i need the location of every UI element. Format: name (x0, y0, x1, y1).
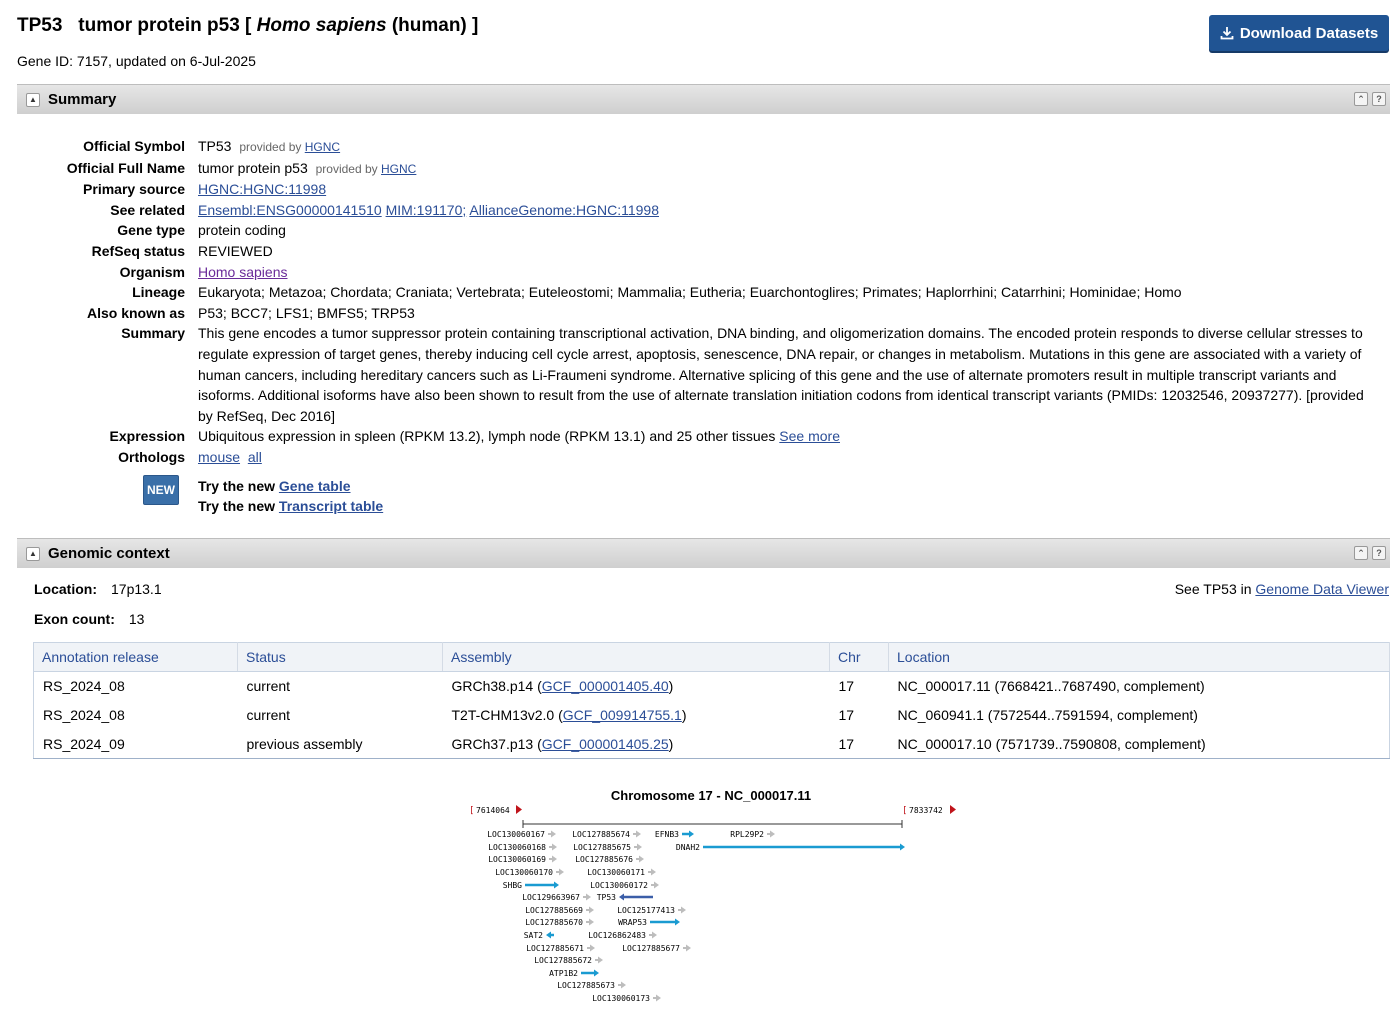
left-marker-icon (516, 805, 522, 814)
assembly-close: ) (668, 735, 674, 752)
gene-label: LOC130060167 (487, 830, 545, 839)
provided-by-text: provided by (315, 161, 378, 176)
also-known-as-value: P53; BCC7; LFS1; BMFS5; TRP53 (198, 304, 415, 321)
release-cell: RS_2024_08 (43, 678, 125, 695)
arrow-right-icon (770, 831, 775, 838)
location-cell: NC_060941.1 (7572544..7591594, complement) (897, 707, 1198, 723)
help-icon[interactable]: ? (1372, 92, 1386, 106)
assembly-link[interactable]: GCF_000001405.25 (541, 735, 669, 752)
gene-label: EFNB3 (654, 830, 679, 839)
gene-label: LOC127885674 (572, 830, 630, 839)
arrow-right-icon (689, 831, 694, 838)
genomic-context-diagram[interactable] (460, 785, 970, 1015)
arrow-right-icon (590, 945, 595, 952)
location-cell: NC_000017.11 (7668421..7687490, complement) (897, 678, 1205, 695)
gene-loc130060167[interactable] (487, 830, 556, 839)
row-label: Lineage (132, 284, 185, 301)
collapse-all-icon[interactable]: ⌃ (1354, 92, 1368, 106)
arrow-right-icon (637, 844, 642, 851)
annotation-table (33, 642, 1390, 759)
gene-loc130060173[interactable] (592, 994, 661, 1003)
genome-data-viewer-link[interactable]: Genome Data Viewer (1255, 581, 1389, 597)
gene-title-tail: (human) ] (391, 15, 479, 36)
exon-count-line (34, 611, 144, 627)
assembly-close: ) (681, 707, 687, 723)
try-prefix: Try the new (198, 498, 276, 515)
row-label: Organism (119, 263, 185, 280)
row-organism (17, 262, 1377, 283)
arrow-right-icon (636, 831, 641, 838)
arrow-left-icon (546, 932, 551, 939)
row-try-transcript-table (17, 496, 1377, 517)
gene-title-main: tumor protein p53 [ (78, 15, 252, 36)
gene-label: SHBG (502, 881, 522, 890)
gene-wrap53[interactable] (618, 918, 680, 927)
right-marker-icon (950, 805, 956, 814)
arrow-right-icon (675, 919, 680, 926)
assembly-name: GRCh38.p14 ( (451, 678, 542, 695)
orthologs-all-link[interactable]: all (247, 448, 262, 465)
collapse-toggle-icon[interactable]: ▲ (26, 547, 40, 561)
row-gene-type (17, 220, 1377, 241)
gene-label: LOC126862483 (588, 931, 646, 940)
row-summary (17, 323, 1377, 426)
gene-loc129663967[interactable] (522, 893, 591, 902)
mim-link[interactable]: MIM:191170; (385, 201, 467, 218)
assembly-cell (443, 701, 830, 730)
row-official-full-name (17, 158, 1377, 180)
row-label: RefSeq status (91, 242, 185, 259)
exon-count-value: 13 (128, 611, 145, 627)
gene-loc130060170[interactable] (495, 868, 564, 877)
summary-text: This gene encodes a tumor suppressor protein containing transcriptional activation, DNA binding, and oligomerization domains. The encoded protein responds to diverse cellular stresses to regulate expression of target genes, thereby inducing cell cycle arrest, apoptosis, senescence, DNA repair, or changes in metabolism. Mutations in this gene are associated with a variety of human cancers, including hereditary cancers such as Li-Fraumeni syndrome. Alternative splicing of this gene and the use of alternate promoters result in multiple transcript variants and isoforms. Additional isoforms have also been shown to result from the use of alternate translation initiation codons from identical transcript variants (PMIDs: 12032546, 20937277). [provided by RefSeq, Dec 2016] (198, 325, 1364, 424)
col-chr[interactable]: Chr (830, 643, 889, 672)
gene-loc125177413[interactable] (617, 906, 686, 915)
location-label: Location: (34, 581, 97, 597)
genome-data-viewer-line (1175, 581, 1389, 597)
gene-label: LOC127885676 (575, 855, 633, 864)
new-badge: NEW (143, 475, 179, 506)
organism-link[interactable]: Homo sapiens (198, 263, 288, 280)
arrow-right-icon (559, 869, 564, 876)
arrow-right-icon (621, 982, 626, 989)
arrow-right-icon (651, 869, 656, 876)
gene-id-line: Gene ID: 7157, updated on 6-Jul-2025 (17, 53, 256, 69)
gene-label: LOC130060172 (590, 881, 648, 890)
gene-label: LOC125177413 (617, 906, 675, 915)
gene-loc127885675[interactable] (573, 843, 642, 852)
row-also-known-as (17, 303, 1377, 324)
arrow-right-icon (552, 844, 557, 851)
gene-loc127885677[interactable] (622, 944, 691, 953)
location-value: 17p13.1 (111, 581, 162, 597)
gene-title-species: Homo sapiens (256, 15, 387, 36)
gene-label: LOC127885677 (622, 944, 680, 953)
arrow-right-icon (598, 957, 603, 964)
col-location[interactable]: Location (889, 643, 1390, 672)
assembly-name: GRCh37.p13 ( (451, 735, 542, 752)
gene-label: LOC129663967 (522, 893, 580, 902)
try-prefix: Try the new (198, 477, 276, 494)
assembly-link[interactable]: GCF_000001405.40 (541, 678, 669, 695)
summary-list (17, 136, 1377, 517)
arrow-right-icon (654, 882, 659, 889)
exon-count-label: Exon count: (34, 611, 115, 627)
gene-loc127885670[interactable] (525, 918, 594, 927)
gene-label: ATP1B2 (549, 969, 578, 978)
page-title (17, 15, 478, 37)
row-expression (17, 426, 1377, 447)
summary-section-title: Summary (48, 91, 117, 108)
gene-loc130060169[interactable] (488, 855, 557, 864)
collapse-toggle-icon[interactable]: ▲ (26, 93, 40, 107)
assembly-name: T2T-CHM13v2.0 ( (451, 707, 563, 723)
gene-label: LOC127885672 (534, 956, 592, 965)
arrow-right-icon (639, 856, 644, 863)
arrow-right-icon (552, 856, 557, 863)
arrow-right-icon (681, 907, 686, 914)
diagram-svg (460, 785, 970, 1015)
gene-atp1b2[interactable] (549, 969, 599, 978)
release-cell: RS_2024_08 (43, 707, 125, 723)
gene-label: LOC130060170 (495, 868, 553, 877)
chr-cell: 17 (830, 730, 889, 759)
row-label: Expression (109, 428, 185, 445)
row-see-related (17, 200, 1377, 221)
right-bracket: [ (902, 806, 908, 816)
table-row (34, 701, 1390, 730)
genomic-context-section-header[interactable] (17, 538, 1390, 568)
official-symbol-value: TP53 (198, 138, 232, 154)
row-orthologs (17, 447, 1377, 468)
diagram-title: Chromosome 17 - NC_000017.11 (610, 788, 812, 803)
gene-label: SAT2 (523, 931, 543, 940)
col-assembly[interactable]: Assembly (443, 643, 830, 672)
gene-label: WRAP53 (618, 918, 647, 927)
download-icon (1220, 26, 1234, 40)
gene-loc127885671[interactable] (526, 944, 595, 953)
gene-rpl29p2[interactable] (730, 830, 775, 839)
new-badge-cell (17, 476, 185, 497)
gene-loc127885672[interactable] (534, 956, 603, 965)
row-official-symbol (17, 136, 1377, 158)
row-label: Orthologs (118, 448, 185, 465)
lineage-value: Eukaryota; Metazoa; Chordata; Craniata; Vertebrata; Euteleostomi; Mammalia; Eutheria; Euarchontoglires; Primates; Haplorrhini; Catarrhini; Hominidae; Homo (198, 284, 1182, 301)
assembly-cell (443, 672, 830, 701)
gene-label: LOC127885670 (525, 918, 583, 927)
gene-label: LOC127885673 (557, 981, 615, 990)
location-line (34, 581, 162, 597)
row-try-gene-table (17, 476, 1377, 497)
gene-type-value: protein coding (198, 222, 286, 239)
arrow-right-icon (594, 970, 599, 977)
row-refseq-status (17, 241, 1377, 262)
table-header-row (34, 643, 1390, 672)
gene-sat2[interactable] (524, 931, 554, 940)
gene-label: TP53 (596, 893, 616, 902)
gene-loc127885669[interactable] (525, 906, 594, 915)
gene-label: LOC127885669 (525, 906, 583, 915)
gene-loc130060168[interactable] (488, 843, 557, 852)
gene-loc130060172[interactable] (590, 881, 659, 890)
gene-tp53[interactable] (597, 893, 653, 902)
gene-label: RPL29P2 (730, 830, 764, 839)
transcript-table-link[interactable]: Transcript table (278, 498, 384, 515)
gene-symbol: TP53 (17, 15, 63, 36)
see-in-text: See TP53 in (1174, 581, 1252, 597)
status-cell: current (246, 707, 291, 723)
gene-loc126862483[interactable] (588, 931, 657, 940)
arrow-right-icon (586, 894, 591, 901)
row-primary-source (17, 179, 1377, 200)
status-cell: current (246, 678, 291, 695)
arrow-right-icon (554, 882, 559, 889)
primary-source-link[interactable]: HGNC:HGNC:11998 (198, 181, 327, 198)
arrow-right-icon (551, 831, 556, 838)
download-datasets-button[interactable] (1209, 15, 1389, 51)
hgnc-link[interactable]: HGNC (381, 161, 417, 176)
gene-track-layer (487, 830, 905, 1003)
gene-dnah2[interactable] (676, 843, 905, 852)
location-cell: NC_000017.10 (7571739..7590808, complement) (889, 730, 1390, 759)
download-label: Download Datasets (1239, 24, 1379, 42)
orthologs-mouse-link[interactable]: mouse (198, 448, 241, 465)
assembly-cell (443, 730, 830, 759)
row-label: Primary source (83, 181, 185, 198)
assembly-close: ) (668, 678, 674, 695)
col-annotation-release[interactable]: Annotation release (34, 643, 238, 672)
table-row (34, 730, 1390, 759)
table-row (34, 672, 1390, 701)
arrow-left-icon (619, 894, 624, 901)
gene-loc127885673[interactable] (557, 981, 626, 990)
gene-table-link[interactable]: Gene table (278, 477, 351, 494)
ensembl-link[interactable]: Ensembl:ENSG00000141510 (198, 201, 382, 218)
gene-label: LOC130060171 (587, 868, 645, 877)
arrow-right-icon (656, 995, 661, 1002)
gene-label: LOC130060173 (592, 994, 650, 1003)
summary-section-header[interactable] (17, 84, 1390, 114)
official-full-name-value: tumor protein p53 (198, 159, 308, 176)
gene-loc127885674[interactable] (572, 830, 641, 839)
left-bracket: [ (469, 806, 475, 816)
arrow-right-icon (652, 932, 657, 939)
assembly-link[interactable]: GCF_009914755.1 (562, 707, 682, 723)
see-more-link[interactable]: See more (779, 428, 840, 445)
row-label: See related (110, 201, 185, 218)
gene-label: DNAH2 (675, 843, 700, 852)
arrow-right-icon (686, 945, 691, 952)
chr-cell: 17 (838, 678, 855, 695)
provided-by-text: provided by (239, 140, 302, 154)
gene-loc127885676[interactable] (575, 855, 644, 864)
gene-label: LOC127885671 (526, 944, 584, 953)
gene-loc130060171[interactable] (587, 868, 656, 877)
right-coord: 7833742 (909, 806, 943, 815)
arrow-right-icon (900, 844, 905, 851)
gene-label: LOC130060169 (488, 855, 546, 864)
genomic-context-title: Genomic context (48, 545, 170, 562)
row-label: Official Full Name (66, 159, 185, 176)
help-icon[interactable]: ? (1372, 546, 1386, 560)
refseq-status-value: REVIEWED (198, 242, 273, 259)
arrow-right-icon (589, 919, 594, 926)
col-status[interactable]: Status (238, 643, 443, 672)
row-lineage (17, 282, 1377, 303)
gene-efnb3[interactable] (655, 830, 694, 839)
row-label: Gene type (117, 222, 185, 239)
left-coord: 7614064 (476, 806, 510, 815)
collapse-all-icon[interactable]: ⌃ (1354, 546, 1368, 560)
alliancegenome-link[interactable]: AllianceGenome:HGNC:11998 (469, 201, 659, 218)
release-cell: RS_2024_09 (34, 730, 238, 759)
expression-value: Ubiquitous expression in spleen (RPKM 13.2), lymph node (RPKM 13.1) and 25 other tissues (198, 428, 776, 445)
row-label: Also known as (86, 304, 185, 321)
status-cell: previous assembly (238, 730, 443, 759)
gene-shbg[interactable] (503, 881, 559, 890)
gene-label: LOC127885675 (573, 843, 631, 852)
chr-cell: 17 (838, 707, 855, 723)
arrow-right-icon (589, 907, 594, 914)
gene-label: LOC130060168 (488, 843, 546, 852)
hgnc-link[interactable]: HGNC (304, 140, 341, 154)
row-label: Summary (121, 325, 185, 342)
row-label: Official Symbol (83, 138, 185, 154)
